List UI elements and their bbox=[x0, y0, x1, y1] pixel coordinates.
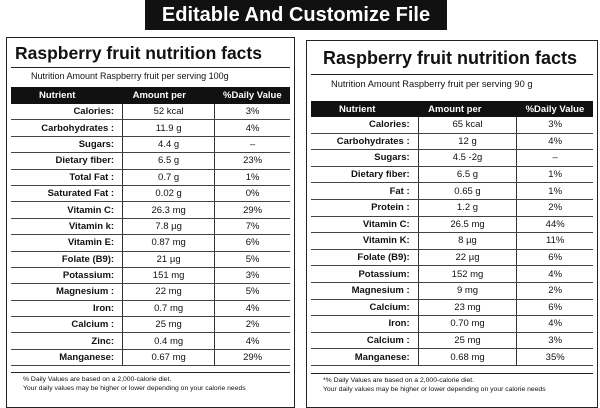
table-row bbox=[311, 216, 593, 233]
nutrient-name: Vitamin K: bbox=[311, 233, 418, 250]
amount-value: 9 mg bbox=[418, 282, 517, 299]
daily-value: 11% bbox=[517, 233, 593, 250]
daily-value: 3% bbox=[215, 267, 290, 283]
footnote bbox=[11, 372, 290, 393]
daily-value: 44% bbox=[517, 216, 593, 233]
amount-value: 26.3 mg bbox=[123, 202, 215, 218]
footnote-line-1: % Daily Values are based on a 2,000-calorie diet. bbox=[23, 376, 172, 384]
amount-value: 52 kcal bbox=[123, 104, 215, 120]
nutrient-name: Calcium : bbox=[11, 317, 123, 333]
amount-value: 0.65 g bbox=[418, 183, 517, 200]
amount-value: 23 mg bbox=[418, 299, 517, 316]
table-row bbox=[11, 169, 290, 185]
table-row bbox=[311, 133, 593, 150]
daily-value: 2% bbox=[215, 317, 290, 333]
amount-value: 6.5 g bbox=[418, 166, 517, 183]
nutrient-name: Dietary fiber: bbox=[311, 166, 418, 183]
banner-title: Editable And Customize File bbox=[145, 0, 447, 30]
daily-value: 2% bbox=[517, 282, 593, 299]
nutrient-name: Calcium : bbox=[311, 332, 418, 349]
daily-value: 35% bbox=[517, 349, 593, 366]
daily-value: 5% bbox=[215, 284, 290, 300]
daily-value: 29% bbox=[215, 349, 290, 365]
daily-value: 29% bbox=[215, 202, 290, 218]
footnote-line-2: Your daily values may be higher or lower depending on your calorie needs bbox=[323, 385, 546, 393]
nutrient-name: Calories: bbox=[311, 117, 418, 133]
nutrient-name: Sugars: bbox=[311, 150, 418, 167]
nutrient-name: Vitamin C: bbox=[11, 202, 123, 218]
daily-value: 0% bbox=[215, 185, 290, 201]
panel-title: Raspberry fruit nutrition facts bbox=[15, 43, 262, 63]
amount-value: 152 mg bbox=[418, 266, 517, 283]
table-row bbox=[11, 317, 290, 333]
daily-value: 4% bbox=[517, 316, 593, 333]
table-row bbox=[11, 136, 290, 152]
table-row bbox=[11, 104, 290, 120]
table-row bbox=[11, 300, 290, 316]
panel-subtitle: Nutrition Amount Raspberry fruit per serving 100g bbox=[11, 67, 290, 81]
table-row bbox=[11, 202, 290, 218]
table-row bbox=[11, 349, 290, 365]
nutrient-name: Potassium: bbox=[11, 267, 123, 283]
nutrient-name: Manganese: bbox=[311, 349, 418, 366]
nutrition-table bbox=[11, 87, 290, 366]
daily-value: 2% bbox=[517, 199, 593, 216]
table-row bbox=[11, 218, 290, 234]
amount-value: 0.70 mg bbox=[418, 316, 517, 333]
nutrition-panel-right bbox=[306, 40, 598, 408]
nutrient-name: Magnesium : bbox=[11, 284, 123, 300]
nutrition-table bbox=[311, 101, 593, 366]
daily-value: 4% bbox=[215, 120, 290, 136]
daily-value: 7% bbox=[215, 218, 290, 234]
amount-value: 11.9 g bbox=[123, 120, 215, 136]
table-row bbox=[11, 251, 290, 267]
amount-value: 26.5 mg bbox=[418, 216, 517, 233]
daily-value: 3% bbox=[215, 104, 290, 120]
footnote bbox=[311, 373, 593, 394]
nutrient-name: Calories: bbox=[11, 104, 123, 120]
nutrient-name: Zinc: bbox=[11, 333, 123, 349]
table-row bbox=[11, 120, 290, 136]
nutrient-name: Sugars: bbox=[11, 136, 123, 152]
nutrition-panel-left bbox=[6, 37, 295, 408]
nutrient-name: Protein : bbox=[311, 199, 418, 216]
daily-value: 1% bbox=[215, 169, 290, 185]
nutrient-name: Calcium: bbox=[311, 299, 418, 316]
table-row bbox=[311, 199, 593, 216]
amount-value: 0.7 g bbox=[123, 169, 215, 185]
table-row bbox=[311, 166, 593, 183]
amount-value: 0.87 mg bbox=[123, 235, 215, 251]
amount-value: 0.02 g bbox=[123, 185, 215, 201]
nutrient-name: Dietary fiber: bbox=[11, 153, 123, 169]
panel-title: Raspberry fruit nutrition facts bbox=[323, 48, 578, 68]
nutrient-name: Folate (B9): bbox=[311, 249, 418, 266]
header-amount: Amount per bbox=[132, 90, 186, 101]
amount-value: 6.5 g bbox=[123, 153, 215, 169]
daily-value: 6% bbox=[517, 299, 593, 316]
amount-value: 21 µg bbox=[123, 251, 215, 267]
amount-value: 22 µg bbox=[418, 249, 517, 266]
daily-value: – bbox=[517, 150, 593, 167]
amount-value: 1.2 g bbox=[418, 199, 517, 216]
table-row bbox=[311, 117, 593, 133]
table-row bbox=[11, 267, 290, 283]
table-row bbox=[311, 266, 593, 283]
table-row bbox=[311, 332, 593, 349]
header-amount: Amount per bbox=[428, 103, 482, 115]
daily-value: 3% bbox=[517, 332, 593, 349]
amount-value: 4.5 -2g bbox=[418, 150, 517, 167]
daily-value: 3% bbox=[517, 117, 593, 133]
header-nutrient: Nutrient bbox=[339, 103, 376, 115]
daily-value: 4% bbox=[517, 133, 593, 150]
footnote-line-1: *% Daily Values are based on a 2,000-calorie diet. bbox=[323, 376, 475, 384]
nutrient-name: Total Fat : bbox=[11, 169, 123, 185]
table-row bbox=[311, 316, 593, 333]
table-row bbox=[311, 349, 593, 366]
table-row bbox=[311, 249, 593, 266]
table-row bbox=[11, 333, 290, 349]
amount-value: 0.4 mg bbox=[123, 333, 215, 349]
nutrient-name: Iron: bbox=[11, 300, 123, 316]
header-daily-value: %Daily Value bbox=[223, 90, 282, 101]
table-row bbox=[11, 185, 290, 201]
daily-value: 6% bbox=[215, 235, 290, 251]
table-header bbox=[11, 87, 290, 104]
daily-value: 1% bbox=[517, 183, 593, 200]
amount-value: 12 g bbox=[418, 133, 517, 150]
header-daily-value: %Daily Value bbox=[525, 103, 585, 115]
table-header bbox=[311, 101, 593, 117]
nutrient-name: Fat : bbox=[311, 183, 418, 200]
amount-value: 65 kcal bbox=[418, 117, 517, 133]
amount-value: 25 mg bbox=[123, 317, 215, 333]
nutrient-name: Potassium: bbox=[311, 266, 418, 283]
nutrient-name: Folate (B9): bbox=[11, 251, 123, 267]
panel-subtitle: Nutrition Amount Raspberry fruit per serving 90 g bbox=[311, 74, 593, 89]
amount-value: 0.68 mg bbox=[418, 349, 517, 366]
amount-value: 151 mg bbox=[123, 267, 215, 283]
table-row bbox=[311, 299, 593, 316]
daily-value: 5% bbox=[215, 251, 290, 267]
nutrient-name: Vitamin k: bbox=[11, 218, 123, 234]
footnote-line-2: Your daily values may be higher or lower depending on your calorie needs bbox=[23, 385, 246, 393]
nutrient-name: Magnesium : bbox=[311, 282, 418, 299]
nutrient-name: Manganese: bbox=[11, 349, 123, 365]
amount-value: 0.67 mg bbox=[123, 349, 215, 365]
header-nutrient: Nutrient bbox=[39, 90, 76, 101]
amount-value: 22 mg bbox=[123, 284, 215, 300]
daily-value: 23% bbox=[215, 153, 290, 169]
nutrient-name: Vitamin E: bbox=[11, 235, 123, 251]
table-row bbox=[11, 235, 290, 251]
table-row bbox=[11, 284, 290, 300]
nutrient-name: Carbohydrates : bbox=[311, 133, 418, 150]
amount-value: 8 µg bbox=[418, 233, 517, 250]
table-row bbox=[311, 233, 593, 250]
table-row bbox=[11, 153, 290, 169]
amount-value: 25 mg bbox=[418, 332, 517, 349]
amount-value: 0.7 mg bbox=[123, 300, 215, 316]
daily-value: – bbox=[215, 136, 290, 152]
nutrient-name: Saturated Fat : bbox=[11, 185, 123, 201]
daily-value: 4% bbox=[517, 266, 593, 283]
nutrient-name: Vitamin C: bbox=[311, 216, 418, 233]
amount-value: 7.8 µg bbox=[123, 218, 215, 234]
amount-value: 4.4 g bbox=[123, 136, 215, 152]
daily-value: 4% bbox=[215, 300, 290, 316]
table-row bbox=[311, 282, 593, 299]
daily-value: 4% bbox=[215, 333, 290, 349]
nutrient-name: Iron: bbox=[311, 316, 418, 333]
table-row bbox=[311, 183, 593, 200]
daily-value: 6% bbox=[517, 249, 593, 266]
daily-value: 1% bbox=[517, 166, 593, 183]
nutrient-name: Carbohydrates : bbox=[11, 120, 123, 136]
table-row bbox=[311, 150, 593, 167]
